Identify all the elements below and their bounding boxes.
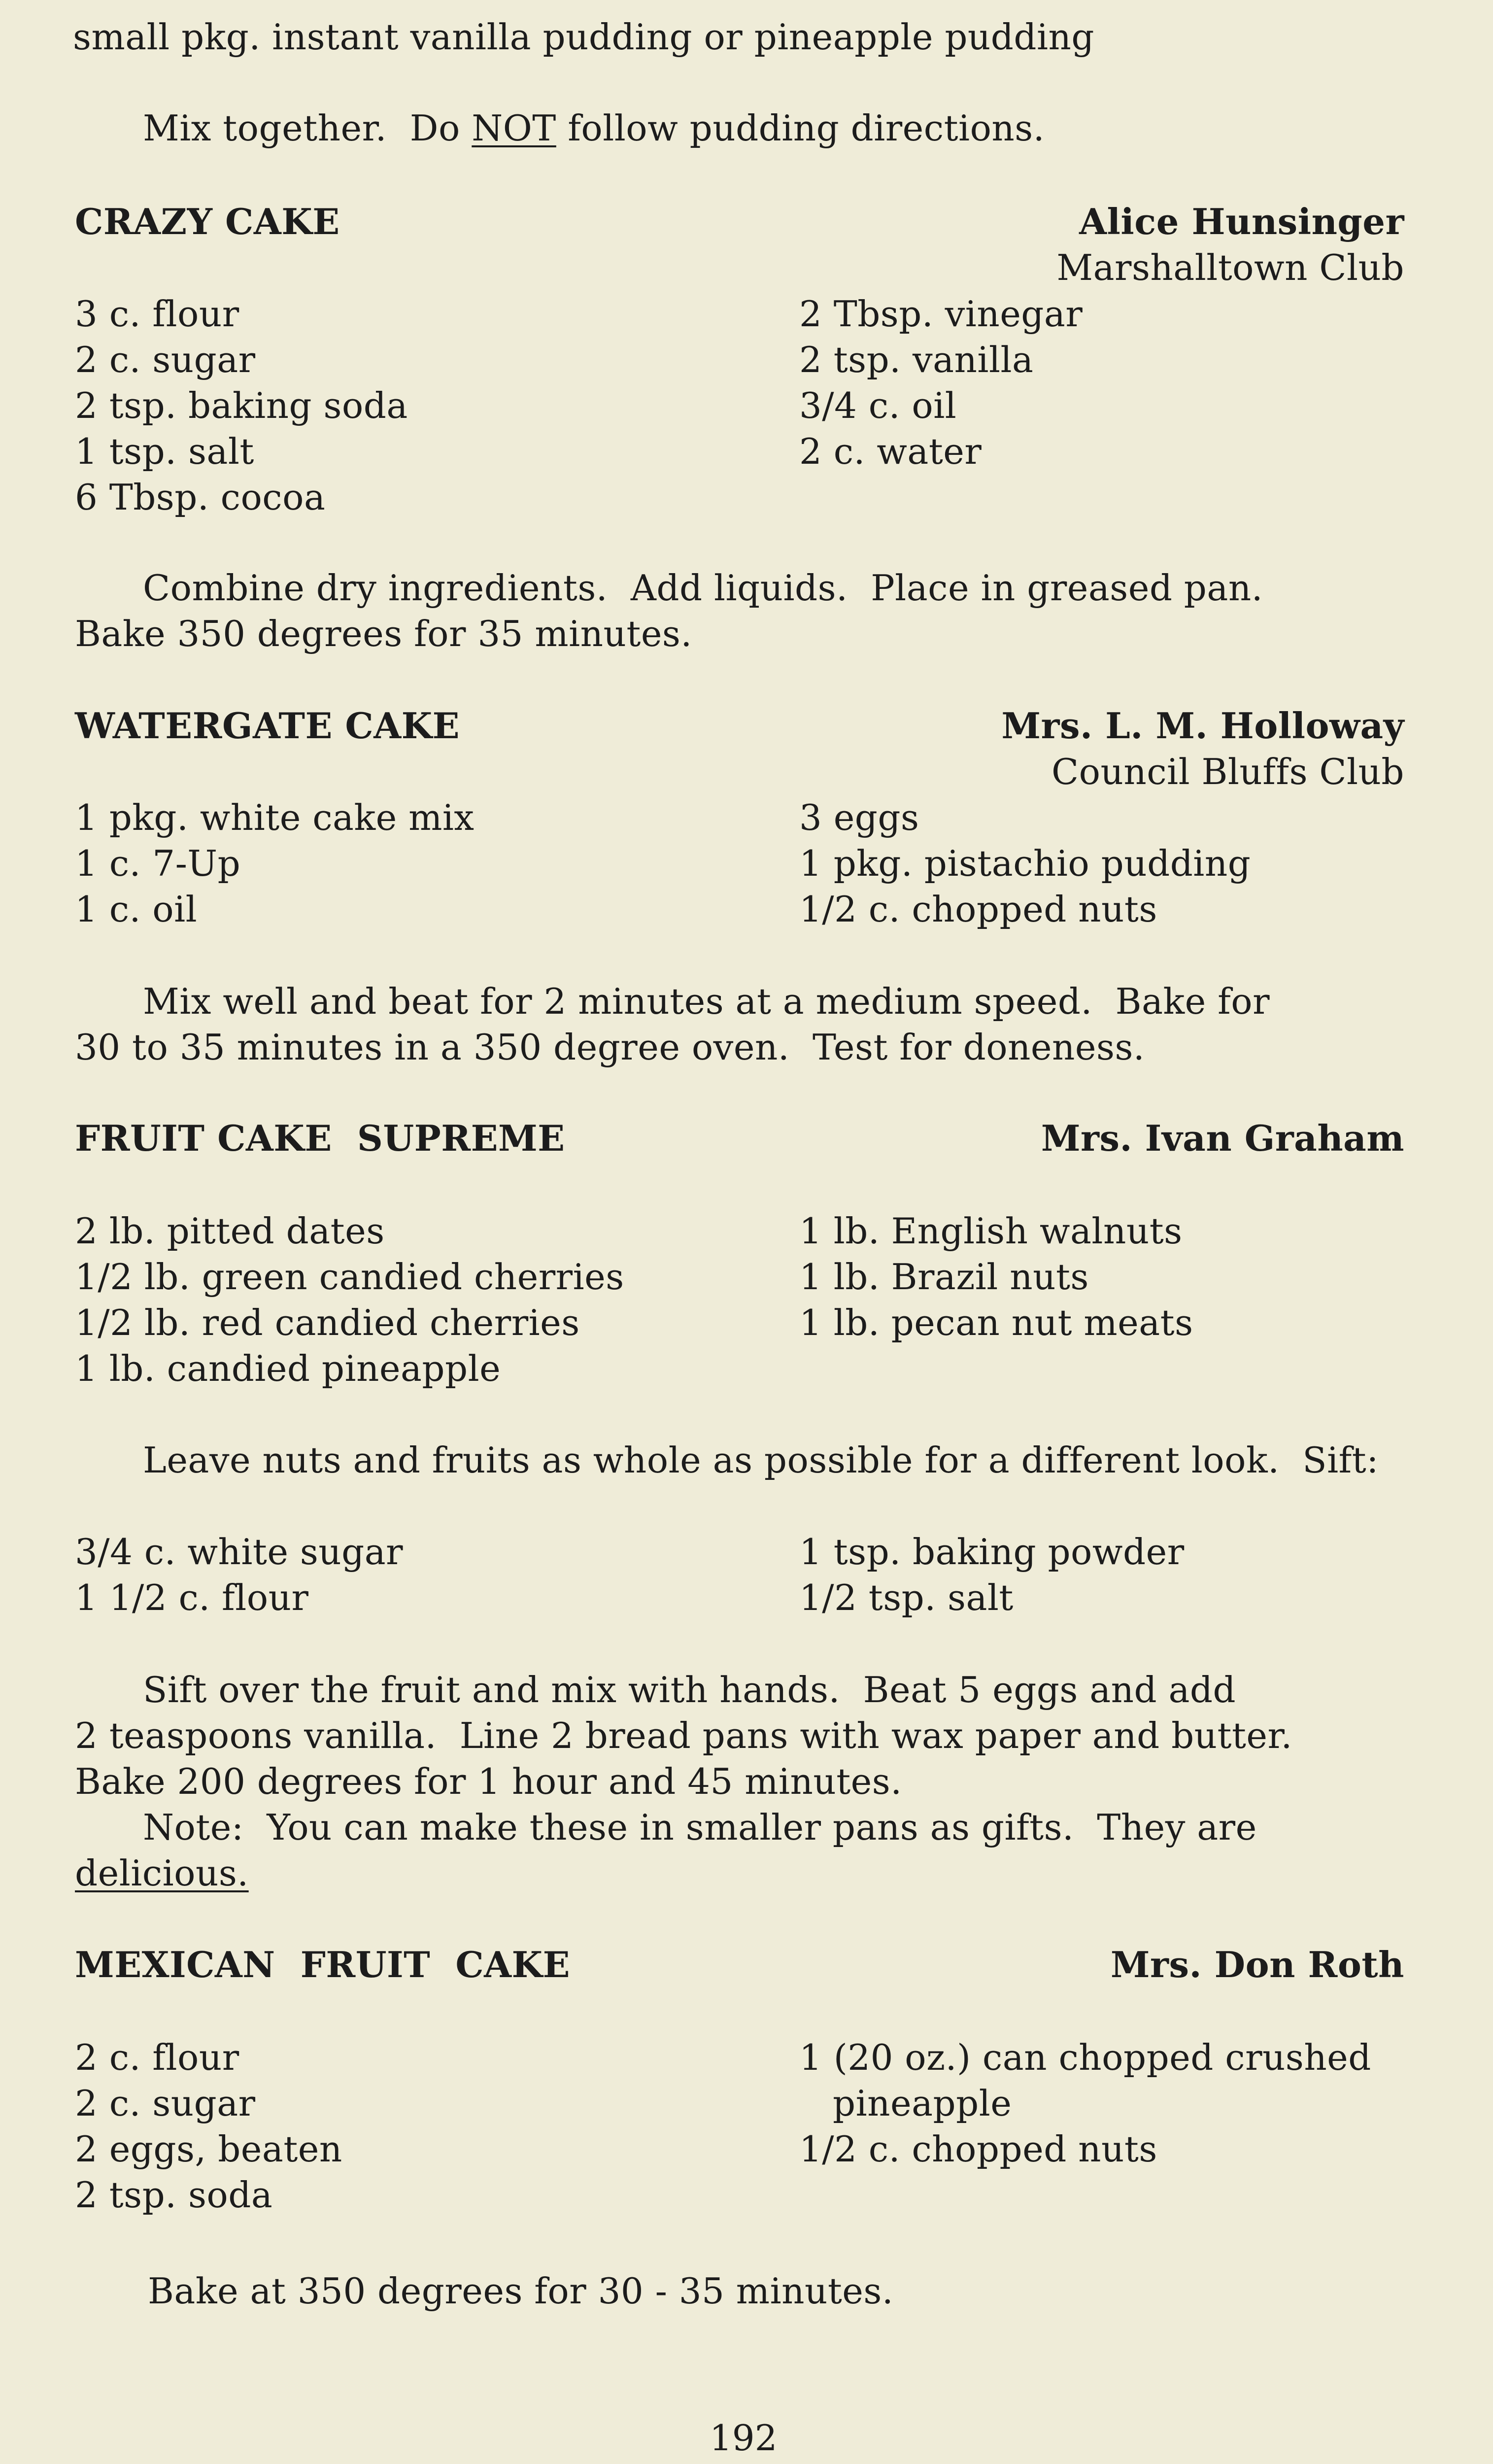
ingredient: 2 c. flour xyxy=(75,2037,239,2078)
carryover-directions xyxy=(143,106,1045,150)
ingredient: 2 tsp. soda xyxy=(75,2174,273,2216)
ingredient: 1 tsp. salt xyxy=(75,431,254,472)
directions-line: 2 teaspoons vanilla. Line 2 bread pans with wax paper and butter. xyxy=(75,1715,1292,1756)
ingredient: 2 c. sugar xyxy=(75,339,256,380)
ingredient: 3 c. flour xyxy=(75,293,239,335)
recipe-author: Alice Hunsinger xyxy=(1079,201,1404,242)
directions-line: 30 to 35 minutes in a 350 degree oven. Test for doneness. xyxy=(75,1027,1145,1068)
recipe-club: Marshalltown Club xyxy=(1056,247,1404,288)
ingredient: 1 tsp. baking powder xyxy=(799,1531,1185,1573)
ingredient: 1/2 c. chopped nuts xyxy=(799,2128,1157,2170)
ingredient: 1 lb. pecan nut meats xyxy=(799,1302,1193,1343)
page-number: 192 xyxy=(710,2417,778,2459)
emphasis-not: NOT xyxy=(472,107,556,149)
recipe-author: Mrs. Ivan Graham xyxy=(1041,1117,1404,1159)
ingredient: 1 c. 7-Up xyxy=(75,843,241,884)
ingredient: 2 tsp. vanilla xyxy=(799,339,1034,380)
ingredient: 2 tsp. baking soda xyxy=(75,385,408,426)
instruction-line: Leave nuts and fruits as whole as possible for a different look. Sift: xyxy=(143,1439,1379,1481)
ingredient: 2 c. sugar xyxy=(75,2083,256,2124)
ingredient: 1 c. oil xyxy=(75,889,198,930)
recipe-title-fruit-cake-supreme: FRUIT CAKE SUPREME xyxy=(75,1117,565,1159)
ingredient: 2 lb. pitted dates xyxy=(75,1210,385,1252)
ingredient: pineapple xyxy=(833,2083,1012,2124)
ingredient: 1 pkg. white cake mix xyxy=(75,797,475,838)
directions-line: Sift over the fruit and mix with hands. Beat 5 eggs and add xyxy=(143,1669,1236,1711)
ingredient: 1/2 tsp. salt xyxy=(799,1577,1014,1618)
ingredient: 1/2 lb. green candied cherries xyxy=(75,1256,624,1298)
carryover-ingredient: small pkg. instant vanilla pudding or pineapple pudding xyxy=(73,16,1094,58)
ingredient: 1 1/2 c. flour xyxy=(75,1577,309,1618)
directions-line: Bake 200 degrees for 1 hour and 45 minutes. xyxy=(75,1761,902,1802)
note-emphasis: delicious. xyxy=(75,1852,249,1894)
recipe-author: Mrs. Don Roth xyxy=(1110,1944,1404,1985)
ingredient: 3/4 c. oil xyxy=(799,385,957,426)
ingredient: 6 Tbsp. cocoa xyxy=(75,477,326,518)
directions-line: Combine dry ingredients. Add liquids. Place in greased pan. xyxy=(143,567,1263,609)
recipe-author: Mrs. L. M. Holloway xyxy=(1001,705,1404,747)
recipe-club: Council Bluffs Club xyxy=(1052,751,1404,792)
directions-text: follow pudding directions. xyxy=(556,107,1045,149)
ingredient: 1 lb. Brazil nuts xyxy=(799,1256,1089,1298)
ingredient: 1 (20 oz.) can chopped crushed xyxy=(799,2037,1371,2078)
ingredient: 3 eggs xyxy=(799,797,919,838)
recipe-title-crazy-cake: CRAZY CAKE xyxy=(75,201,340,242)
ingredient: 1/2 lb. red candied cherries xyxy=(75,1302,580,1343)
recipe-title-watergate-cake: WATERGATE CAKE xyxy=(75,705,460,747)
directions-line: Mix well and beat for 2 minutes at a medium speed. Bake for xyxy=(143,981,1270,1022)
recipe-title-mexican-fruit-cake: MEXICAN FRUIT CAKE xyxy=(75,1944,570,1985)
ingredient: 2 c. water xyxy=(799,431,982,472)
directions-line: Bake at 350 degrees for 30 - 35 minutes. xyxy=(148,2270,894,2312)
ingredient: 1/2 c. chopped nuts xyxy=(799,889,1157,930)
ingredient: 1 lb. English walnuts xyxy=(799,1210,1183,1252)
directions-text: Mix together. Do xyxy=(143,107,472,149)
directions-line: Bake 350 degrees for 35 minutes. xyxy=(75,613,692,654)
ingredient: 1 lb. candied pineapple xyxy=(75,1348,501,1389)
ingredient: 2 eggs, beaten xyxy=(75,2128,342,2170)
ingredient: 2 Tbsp. vinegar xyxy=(799,293,1083,335)
ingredient: 3/4 c. white sugar xyxy=(75,1531,404,1573)
note-line: Note: You can make these in smaller pans as gifts. They are xyxy=(143,1807,1257,1848)
ingredient: 1 pkg. pistachio pudding xyxy=(799,843,1251,884)
